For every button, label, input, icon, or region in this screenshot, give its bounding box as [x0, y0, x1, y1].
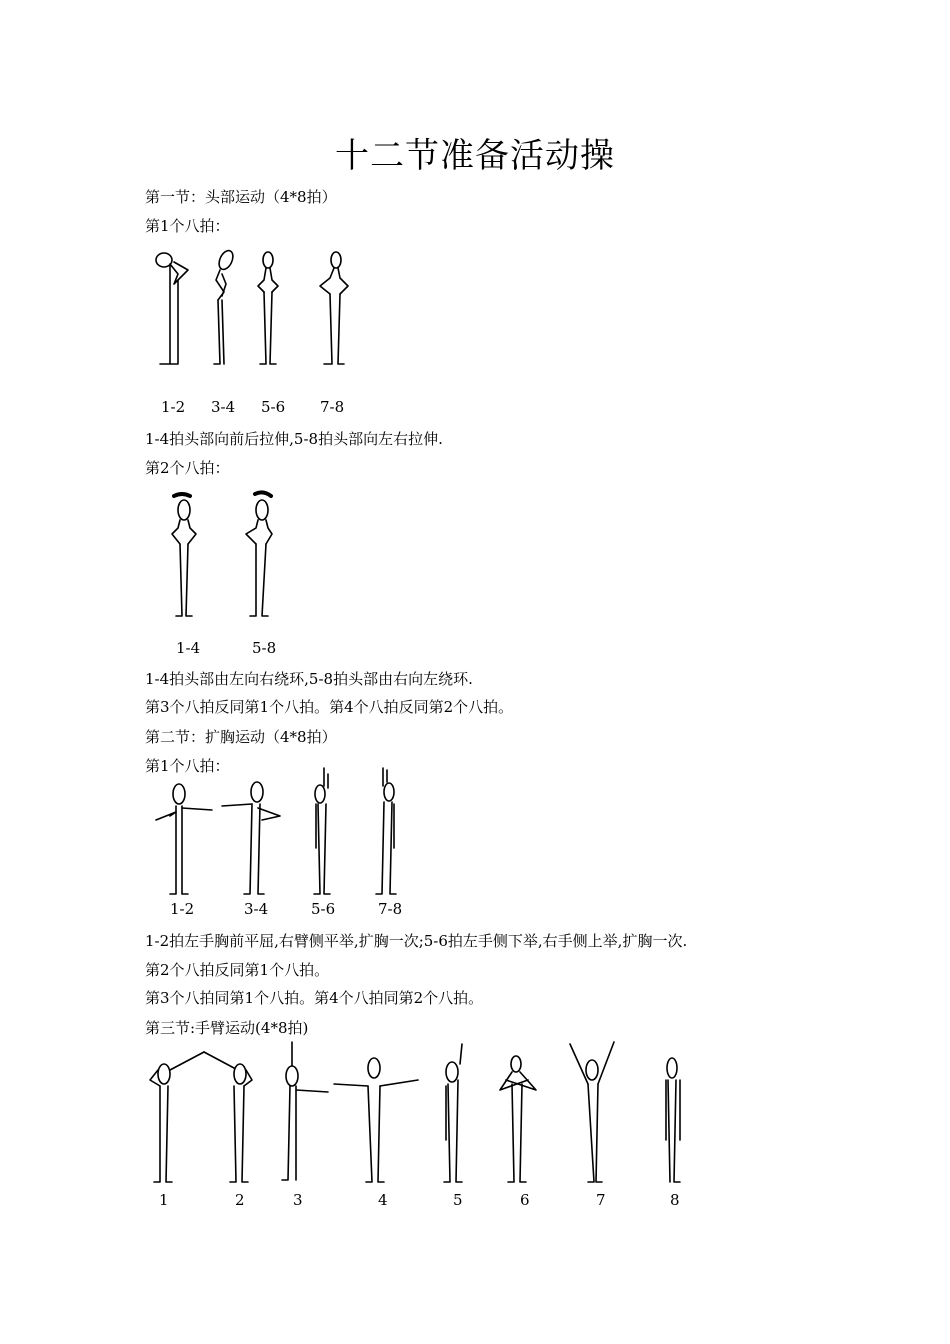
section-2-eight-1: 第1个八拍： — [145, 757, 230, 775]
fig-label: 7-8 — [378, 900, 403, 918]
head-stretch-figures — [0, 240, 950, 380]
figure-head-left — [258, 252, 278, 364]
section-2-heading: 第二节：扩胸运动（4*8拍） — [145, 728, 337, 746]
head-circle-figures — [0, 488, 950, 623]
section-1-desc-1: 1-4拍头部向前后拉伸,5-8拍头部向左右拉伸. — [145, 430, 443, 448]
fig-label: 4 — [378, 1191, 388, 1209]
section-2-desc-2: 第2个八拍反同第1个八拍。 — [145, 961, 330, 979]
fig-label: 5-6 — [311, 900, 336, 918]
arm-exercise-figures — [0, 1040, 950, 1190]
section-1-desc-2: 1-4拍头部由左向右绕环,5-8拍头部由右向左绕环. — [145, 670, 473, 688]
figure-chest-3 — [314, 768, 330, 894]
section-1-desc-3: 第3个八拍反同第1个八拍。第4个八拍反同第2个八拍。 — [145, 698, 514, 716]
section-1-eight-1: 第1个八拍： — [145, 217, 230, 235]
figure-arm-7 — [570, 1042, 614, 1182]
fig-label: 3 — [293, 1191, 303, 1209]
fig-label: 3-4 — [244, 900, 269, 918]
fig-label: 7 — [596, 1191, 606, 1209]
figure-chest-2 — [222, 782, 280, 894]
figure-arm-5 — [444, 1044, 462, 1182]
fig-label: 2 — [235, 1191, 245, 1209]
figure-arm-8 — [666, 1058, 680, 1182]
fig-label: 1-2 — [170, 900, 195, 918]
figure-arm-6 — [500, 1056, 536, 1182]
section-1-eight-2: 第2个八拍： — [145, 459, 230, 477]
figure-head-back — [214, 248, 236, 364]
figure-head-right — [320, 252, 348, 364]
fig-label: 5-8 — [252, 639, 277, 657]
fig-label: 7-8 — [320, 398, 345, 416]
figure-arm-3 — [282, 1042, 328, 1180]
fig-label: 5-6 — [261, 398, 286, 416]
figure-chest-4 — [376, 768, 396, 894]
section-2-desc-1: 1-2拍左手胸前平屈,右臂侧平举,扩胸一次;5-6拍左手侧下举,右手侧上举,扩胸一次. — [145, 932, 688, 950]
figure-chest-1 — [156, 784, 212, 894]
fig-label: 1 — [159, 1191, 169, 1209]
fig-label: 3-4 — [211, 398, 236, 416]
fig-label: 1-2 — [161, 398, 186, 416]
figure-arm-1 — [150, 1052, 204, 1182]
figure-head-circle-left — [172, 494, 196, 616]
figure-arm-2 — [204, 1052, 252, 1182]
section-3-heading: 第三节:手臂运动(4*8拍) — [145, 1019, 309, 1037]
section-2-desc-3: 第3个八拍同第1个八拍。第4个八拍同第2个八拍。 — [145, 989, 484, 1007]
figure-head-forward — [156, 253, 188, 364]
fig-label: 5 — [453, 1191, 463, 1209]
section-1-heading: 第一节：头部运动（4*8拍） — [145, 188, 337, 206]
fig-label: 1-4 — [176, 639, 201, 657]
page-title: 十二节准备活动操 — [335, 136, 615, 176]
fig-label: 6 — [520, 1191, 530, 1209]
fig-label: 8 — [670, 1191, 680, 1209]
figure-head-circle-right — [246, 492, 272, 616]
figure-arm-4 — [334, 1058, 418, 1182]
chest-expansion-figures — [0, 768, 950, 900]
